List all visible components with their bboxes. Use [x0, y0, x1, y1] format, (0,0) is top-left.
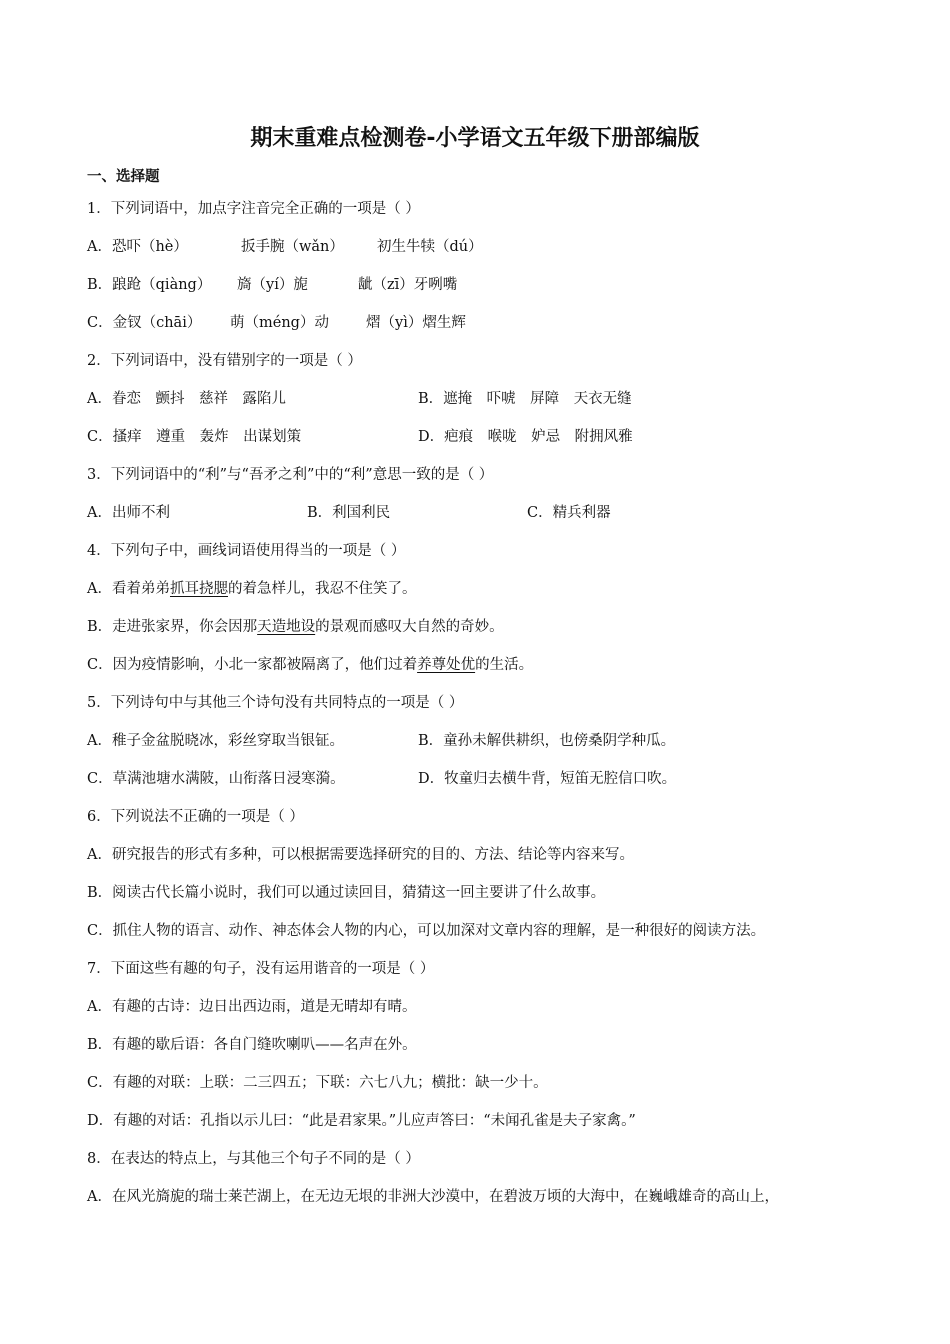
q1-b-1: B．踉跄（qiàng） [87, 277, 212, 293]
q2-option-b: B．遮掩 吓唬 屏障 天衣无缝 [418, 391, 632, 407]
q1-a-1: A．恐吓（hè） [87, 239, 188, 255]
q7-option-c: C．有趣的对联：上联：二三四五；下联：六七八九；横批：缺一少十。 [87, 1075, 548, 1091]
q3-option-c: C．精兵利器 [527, 505, 611, 521]
section-heading: 一、选择题 [87, 169, 160, 185]
q5-option-c: C．草满池塘水满陂，山衔落日浸寒漪。 [87, 771, 345, 787]
q4-b-pre: B．走进张家界，你会因那 [87, 619, 258, 635]
q2-row-2 [87, 425, 633, 449]
q4-stem: 4．下列句子中，画线词语使用得当的一项是（ ） [87, 543, 406, 559]
q8-option-a: A．在风光旖旎的瑞士莱芒湖上，在无边无垠的非洲大沙漠中，在碧波万顷的大海中，在巍峨雄奇的高山上， [87, 1189, 779, 1205]
q1-b-3: 龇（zī）牙咧嘴 [358, 277, 458, 293]
q3-option-a: A．出师不利 [87, 505, 170, 521]
q5-option-a: A．稚子金盆脱晓冰，彩丝穿取当银钲。 [87, 733, 344, 749]
q6-option-a: A．研究报告的形式有多种，可以根据需要选择研究的目的、方法、结论等内容来写。 [87, 847, 634, 863]
q5-stem: 5．下列诗句中与其他三个诗句没有共同特点的一项是（ ） [87, 695, 464, 711]
q1-b-2: 旖（yí）旎 [237, 277, 308, 293]
q4-c-underlined: 养尊处优 [417, 657, 476, 673]
q2-option-d: D．疤痕 喉咙 妒忌 附拥风雅 [418, 429, 633, 445]
q1-stem: 1．下列词语中，加点字注音完全正确的一项是（ ） [87, 201, 420, 217]
q5-row-2 [87, 767, 676, 791]
q5-option-d: D．牧童归去横牛背，短笛无腔信口吹。 [418, 771, 677, 787]
q1-a-3: 初生牛犊（dú） [377, 239, 483, 255]
q2-stem: 2．下列词语中，没有错别字的一项是（ ） [87, 353, 362, 369]
q6-option-b: B．阅读古代长篇小说时，我们可以通过读回目，猜猜这一回主要讲了什么故事。 [87, 885, 606, 901]
q4-a-pre: A．看着弟弟 [87, 581, 170, 597]
q7-option-d: D．有趣的对话：孔指以示儿曰：“此是君家果。”儿应声答曰：“未闻孔雀是夫子家禽。” [87, 1113, 636, 1129]
q1-a-2: 扳手腕（wǎn） [241, 239, 344, 255]
q7-option-b: B．有趣的歇后语：各自门缝吹喇叭——名声在外。 [87, 1037, 417, 1053]
q6-option-c: C．抓住人物的语言、动作、神态体会人物的内心，可以加深对文章内容的理解，是一种很好的阅读方法。 [87, 923, 766, 939]
q1-option-a [87, 235, 483, 259]
q1-option-c [87, 311, 466, 335]
q8-stem: 8．在表达的特点上，与其他三个句子不同的是（ ） [87, 1151, 420, 1167]
q5-row-1 [87, 729, 675, 753]
q4-a-underlined: 抓耳挠腮 [169, 581, 228, 597]
q4-b-post: 的景观而感叹大自然的奇妙。 [315, 619, 504, 635]
q4-option-b [87, 615, 504, 639]
q4-option-a [87, 577, 416, 601]
q4-a-post: 的着急样儿，我忍不住笑了。 [227, 581, 417, 597]
q4-c-pre: C．因为疫情影响，小北一家都被隔离了，他们过着 [87, 657, 418, 673]
q7-stem: 7．下面这些有趣的句子，没有运用谐音的一项是（ ） [87, 961, 435, 977]
q2-option-a: A．眷恋 颤抖 慈祥 露陷儿 [87, 391, 286, 407]
q7-option-a: A．有趣的古诗：边日出西边雨，道是无晴却有晴。 [87, 999, 417, 1015]
q4-c-post: 的生活。 [475, 657, 534, 673]
q4-option-c [87, 653, 533, 677]
page-title: 期末重难点检测卷-小学语文五年级下册部编版 [250, 126, 700, 151]
q1-c-1: C．金钗（chāi） [87, 315, 202, 331]
q3-option-b: B．利国利民 [307, 505, 391, 521]
q2-row-1 [87, 387, 632, 411]
q1-c-3: 熠（yì）熠生辉 [366, 315, 466, 331]
q3-options [87, 501, 611, 525]
q1-option-b [87, 273, 457, 297]
q2-option-c: C．搔痒 遵重 轰炸 出谋划策 [87, 429, 302, 445]
q5-option-b: B．童孙未解供耕织，也傍桑阴学种瓜。 [418, 733, 676, 749]
q4-b-underlined: 天造地设 [257, 619, 316, 635]
q3-stem: 3．下列词语中的“利”与“吾矛之利”中的“利”意思一致的是（ ） [87, 467, 494, 483]
q1-c-2: 萌（méng）动 [230, 315, 329, 331]
q6-stem: 6．下列说法不正确的一项是（ ） [87, 809, 304, 825]
